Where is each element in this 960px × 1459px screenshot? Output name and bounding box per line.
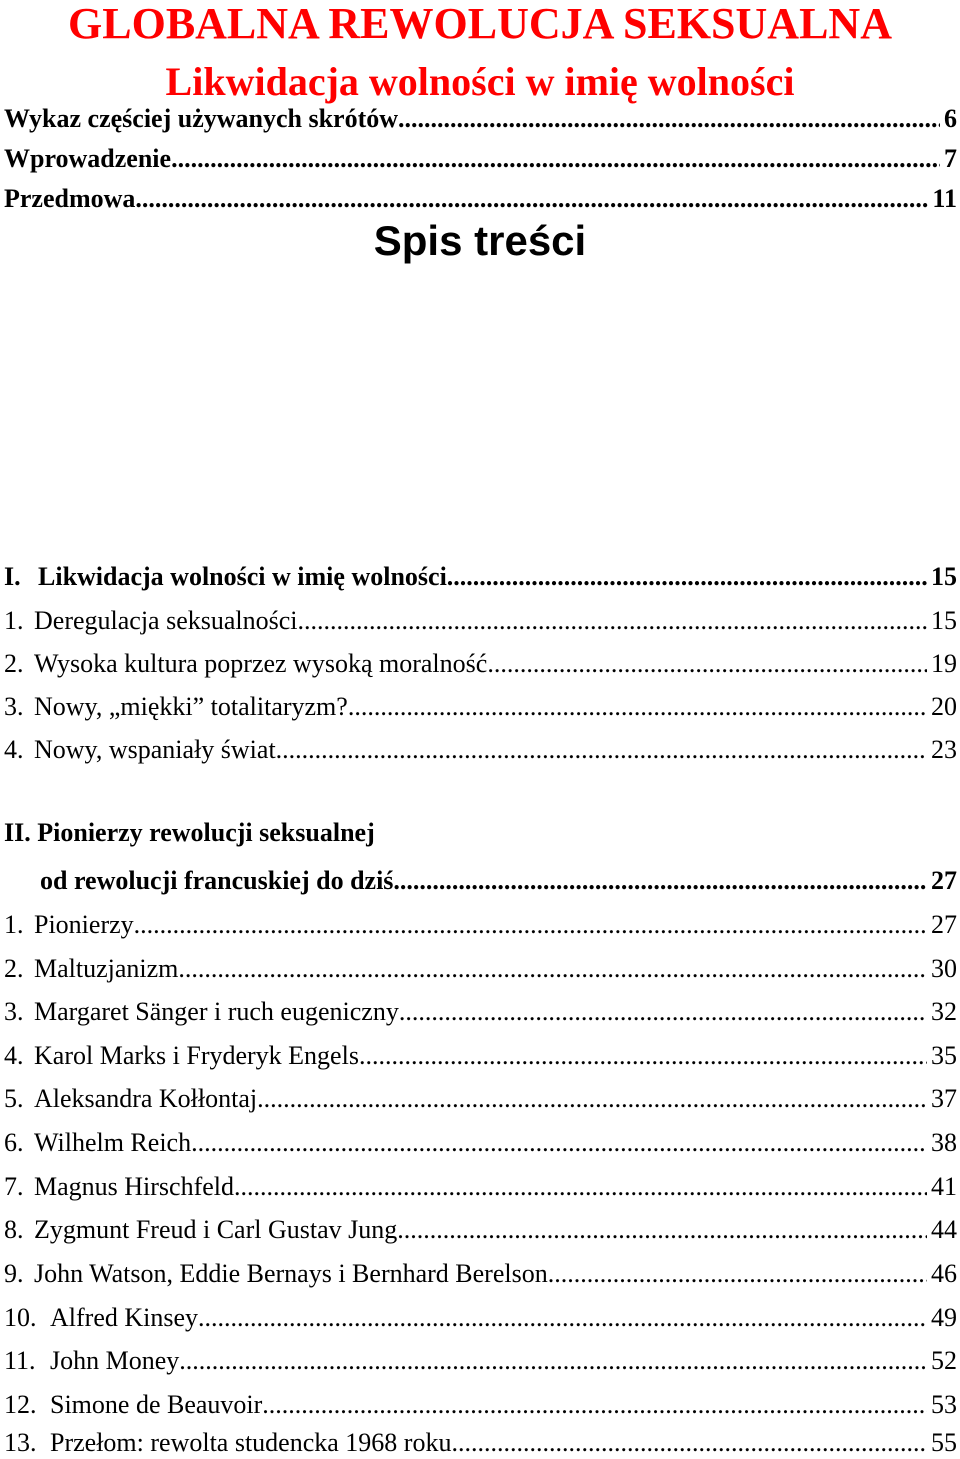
chapter-title: Simone de Beauvoir bbox=[50, 1390, 263, 1419]
chapter-title: Przełom: rewolta studencka 1968 roku bbox=[50, 1428, 452, 1457]
leader-dots bbox=[198, 1303, 927, 1333]
toc-chapter[interactable] bbox=[4, 1340, 957, 1376]
chapter-number: 12. bbox=[4, 1390, 37, 1419]
leader-dots bbox=[548, 1259, 927, 1289]
toc-entry-page: 7 bbox=[944, 144, 957, 173]
leader-dots bbox=[447, 562, 927, 592]
toc-chapter[interactable] bbox=[4, 1297, 957, 1333]
toc-chapter[interactable] bbox=[4, 991, 957, 1027]
chapter-page: 41 bbox=[931, 1172, 957, 1201]
toc-chapter[interactable] bbox=[4, 1384, 957, 1420]
chapter-number: 6. bbox=[4, 1128, 24, 1157]
chapter-title: Pionierzy bbox=[34, 910, 134, 939]
leader-dots bbox=[397, 1215, 927, 1245]
chapter-page: 20 bbox=[931, 692, 957, 721]
chapter-number: 2. bbox=[4, 649, 24, 678]
chapter-number: 3. bbox=[4, 997, 24, 1026]
chapter-title: Magnus Hirschfeld bbox=[34, 1172, 235, 1201]
toc-entry-label: Wykaz częściej używanych skrótów bbox=[4, 104, 399, 133]
chapter-page: 46 bbox=[931, 1259, 957, 1288]
toc-entry-page: 6 bbox=[944, 104, 957, 133]
chapter-title: Aleksandra Kołłontaj bbox=[34, 1084, 258, 1113]
leader-dots bbox=[171, 144, 940, 174]
chapter-number: 11. bbox=[4, 1346, 36, 1375]
chapter-number: 10. bbox=[4, 1303, 37, 1332]
chapter-title: Nowy, „miękki” totalitaryzm? bbox=[34, 692, 348, 721]
toc-chapter[interactable] bbox=[4, 1253, 957, 1289]
chapter-title: John Money bbox=[50, 1346, 180, 1375]
toc-chapter[interactable] bbox=[4, 1078, 957, 1114]
toc-chapter[interactable] bbox=[4, 643, 957, 679]
chapter-number: 4. bbox=[4, 1041, 24, 1070]
leader-dots bbox=[276, 735, 927, 765]
leader-dots bbox=[393, 866, 927, 896]
part-number: II. bbox=[4, 818, 31, 847]
toc-entry-label: Przedmowa bbox=[4, 184, 136, 213]
book-title: GLOBALNA REWOLUCJA SEKSUALNA bbox=[68, 0, 892, 48]
toc-chapter[interactable] bbox=[4, 600, 957, 636]
leader-dots bbox=[399, 997, 927, 1027]
chapter-page: 38 bbox=[931, 1128, 957, 1157]
chapter-number: 2. bbox=[4, 954, 24, 983]
part-title: Pionierzy rewolucji seksualnej bbox=[37, 818, 375, 847]
chapter-page: 52 bbox=[931, 1346, 957, 1375]
toc-chapter[interactable] bbox=[4, 1122, 957, 1158]
toc-entry-preface[interactable] bbox=[4, 178, 957, 214]
chapter-number: 1. bbox=[4, 606, 24, 635]
toc-chapter[interactable] bbox=[4, 1209, 957, 1245]
toc-chapter[interactable] bbox=[4, 686, 957, 722]
toc-chapter[interactable] bbox=[4, 729, 957, 765]
leader-dots bbox=[398, 104, 940, 134]
chapter-page: 55 bbox=[931, 1428, 957, 1457]
leader-dots bbox=[134, 910, 927, 940]
chapter-title: Wysoka kultura poprzez wysoką moralność bbox=[34, 649, 488, 678]
toc-entry-abbreviations[interactable] bbox=[4, 98, 957, 134]
chapter-page: 53 bbox=[931, 1390, 957, 1419]
chapter-title: Maltuzjanizm bbox=[34, 954, 179, 983]
leader-dots bbox=[487, 649, 927, 679]
leader-dots bbox=[135, 184, 928, 214]
chapter-title: Nowy, wspaniały świat bbox=[34, 735, 276, 764]
chapter-title: Margaret Sänger i ruch eugeniczny bbox=[34, 997, 399, 1026]
toc-entry-page: 11 bbox=[932, 184, 957, 213]
toc-heading: Spis treści bbox=[373, 217, 587, 264]
chapter-title: Karol Marks i Fryderyk Engels bbox=[34, 1041, 359, 1070]
chapter-page: 35 bbox=[931, 1041, 957, 1070]
chapter-number: 3. bbox=[4, 692, 24, 721]
chapter-page: 30 bbox=[931, 954, 957, 983]
toc-chapter[interactable] bbox=[4, 1166, 957, 1202]
chapter-number: 1. bbox=[4, 910, 24, 939]
leader-dots bbox=[348, 692, 927, 722]
toc-part-1[interactable] bbox=[4, 556, 957, 592]
toc-chapter[interactable] bbox=[4, 904, 957, 940]
chapter-number: 8. bbox=[4, 1215, 24, 1244]
toc-chapter[interactable] bbox=[4, 1422, 957, 1458]
chapter-page: 27 bbox=[931, 910, 957, 939]
chapter-page: 32 bbox=[931, 997, 957, 1026]
leader-dots bbox=[191, 1128, 927, 1158]
leader-dots bbox=[262, 1390, 927, 1420]
chapter-number: 4. bbox=[4, 735, 24, 764]
chapter-number: 9. bbox=[4, 1259, 24, 1288]
chapter-page: 23 bbox=[931, 735, 957, 764]
leader-dots bbox=[179, 1346, 927, 1376]
part-title: Likwidacja wolności w imię wolności bbox=[38, 562, 447, 591]
chapter-number: 5. bbox=[4, 1084, 24, 1113]
leader-dots bbox=[234, 1172, 927, 1202]
chapter-title: Alfred Kinsey bbox=[50, 1303, 199, 1332]
leader-dots bbox=[298, 606, 927, 636]
chapter-page: 19 bbox=[931, 649, 957, 678]
toc-part-2-line2[interactable] bbox=[40, 860, 957, 896]
leader-dots bbox=[451, 1428, 927, 1458]
chapter-number: 13. bbox=[4, 1428, 37, 1457]
chapter-page: 15 bbox=[931, 606, 957, 635]
part-page: 27 bbox=[931, 866, 957, 895]
chapter-title: Deregulacja seksualności bbox=[34, 606, 298, 635]
chapter-title: Zygmunt Freud i Carl Gustav Jung bbox=[34, 1215, 398, 1244]
chapter-page: 44 bbox=[931, 1215, 957, 1244]
toc-part-2-line1[interactable] bbox=[4, 818, 375, 848]
part-page: 15 bbox=[931, 562, 957, 591]
leader-dots bbox=[178, 954, 927, 984]
toc-entry-label: Wprowadzenie bbox=[4, 144, 172, 173]
chapter-page: 37 bbox=[931, 1084, 957, 1113]
toc-chapter[interactable] bbox=[4, 1035, 957, 1071]
part-title-continued: od rewolucji francuskiej do dziś bbox=[40, 866, 394, 895]
toc-chapter[interactable] bbox=[4, 948, 957, 984]
chapter-page: 49 bbox=[931, 1303, 957, 1332]
leader-dots bbox=[257, 1084, 927, 1114]
book-subtitle: Likwidacja wolności w imię wolności bbox=[165, 59, 795, 104]
chapter-number: 7. bbox=[4, 1172, 24, 1201]
part-number: I. bbox=[4, 562, 21, 591]
toc-entry-introduction[interactable] bbox=[4, 138, 957, 174]
leader-dots bbox=[359, 1041, 927, 1071]
chapter-title: Wilhelm Reich bbox=[34, 1128, 192, 1157]
chapter-title: John Watson, Eddie Bernays i Bernhard Berelson bbox=[34, 1259, 548, 1288]
